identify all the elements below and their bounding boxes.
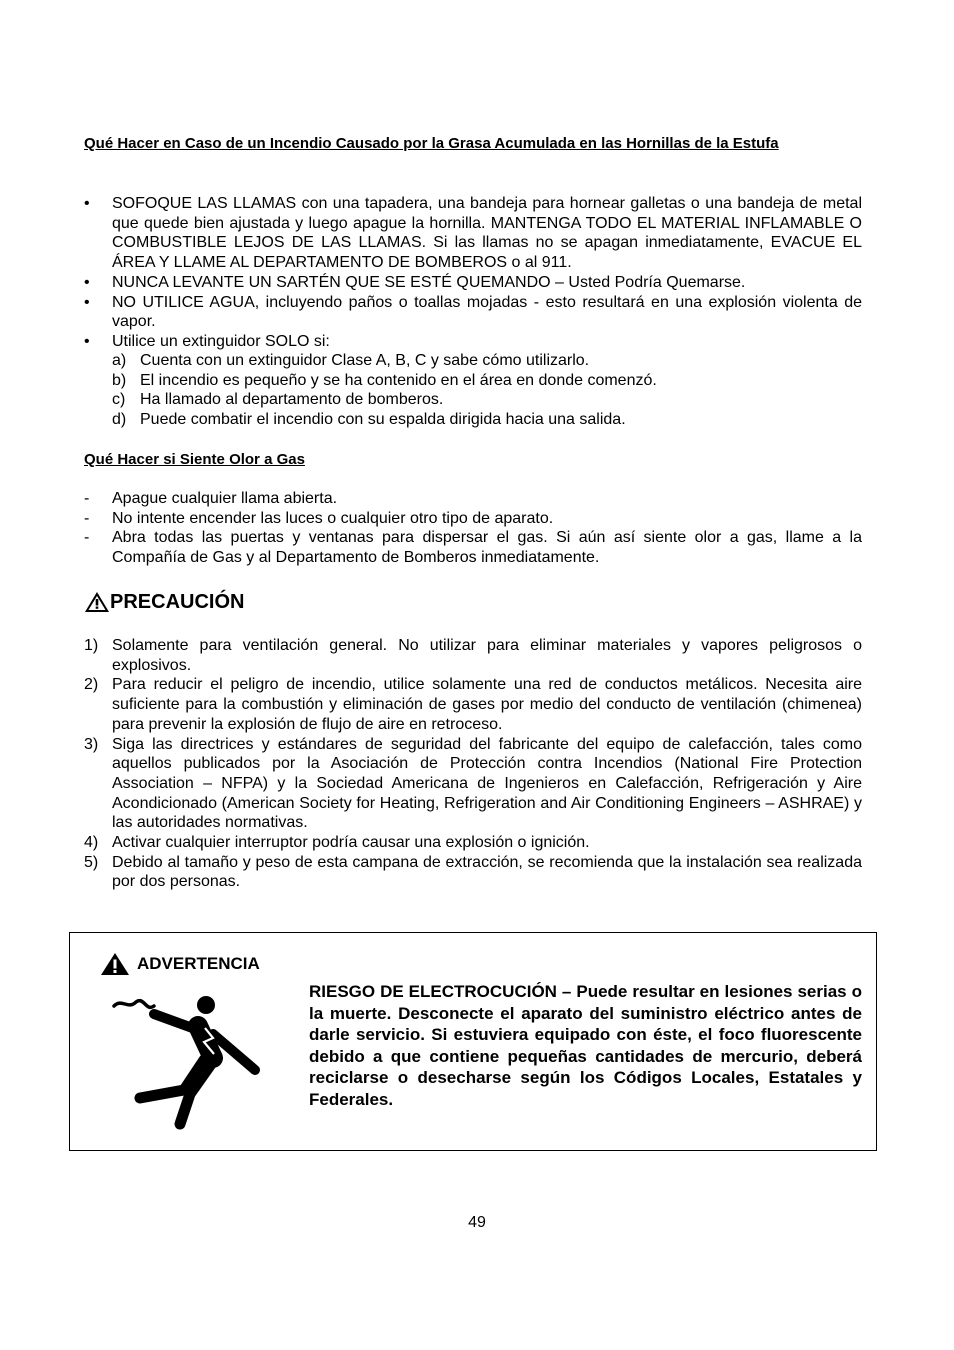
caution-title: PRECAUCIÓN bbox=[84, 590, 862, 614]
gas-section-heading: Qué Hacer si Siente Olor a Gas bbox=[84, 451, 305, 468]
list-item: • NUNCA LEVANTE UN SARTÉN QUE SE ESTÉ QUEMANDO – Usted Podría Quemarse. bbox=[84, 273, 746, 291]
list-item: c) Ha llamado al departamento de bomberos. bbox=[112, 391, 444, 409]
bullet-marker: • bbox=[84, 332, 90, 350]
list-item: - No intente encender las luces o cualquier otro tipo de aparato. bbox=[84, 509, 554, 527]
dash-marker: - bbox=[84, 509, 90, 527]
warning-label: ADVERTENCIA bbox=[100, 952, 260, 976]
list-item: 3) Siga las directrices y estándares de seguridad del fabricante del equipo de calefacción, tales como aquellos publicados por la Asociación de Protección contra Incendios (National Fire Protection Association – NFPA) y la Sociedad Americana de Ingenieros en Calefacción, Refrigeración y Aire Acondicionado (American Society for Heating, Refrigeration and Air Conditioning Engineers – ASHRAE) y las autoridades normativas. bbox=[84, 735, 862, 832]
list-item: 1) Solamente para ventilación general. No utilizar para eliminar materiales y vapores peligrosos o explosivos. bbox=[84, 637, 862, 674]
gas-list bbox=[84, 489, 862, 568]
fire-bullet-list bbox=[84, 194, 862, 352]
list-item: • SOFOQUE LAS LLAMAS con una tapadera, una bandeja para hornear galletas o una bandeja de metal que quede bien ajustada y luego apague la hornilla. MANTENGA TODO EL MATERIAL INFLAMABLE O COMBUSTIBLE LEJOS DE LAS LLAMAS. Si las llamas no se apagan inmediatamente, EVACUE EL ÁREA Y LLAME AL DEPARTAMENTO DE BOMBEROS o al 911. bbox=[84, 195, 862, 272]
warning-triangle-icon bbox=[84, 591, 110, 613]
list-item: d) Puede combatir el incendio con su espalda dirigida hacia una salida. bbox=[112, 411, 626, 429]
bullet-marker: • bbox=[84, 293, 90, 311]
bullet-marker: • bbox=[84, 273, 90, 291]
electrocution-icon bbox=[110, 990, 270, 1130]
caution-list bbox=[84, 636, 862, 892]
extinguisher-sublist bbox=[84, 351, 862, 430]
list-item: 4) Activar cualquier interruptor podría causar una explosión o ignición. bbox=[84, 834, 590, 852]
list-item: a) Cuenta con un extinguidor Clase A, B, C y sabe cómo utilizarlo. bbox=[112, 352, 590, 369]
list-item: • Utilice un extinguidor SOLO si: bbox=[84, 332, 330, 350]
list-item: • NO UTILICE AGUA, incluyendo paños o toallas mojadas - esto resultará en una explosión violenta de vapor. bbox=[84, 293, 862, 331]
list-item: 2) Para reducir el peligro de incendio, utilice solamente una red de conductos metálicos. Necesita aire suficiente para la combustión y eliminación de gases por medio del conducto de ventilación (chimenea) para prevenir la explosión de flujo de aire en retroceso. bbox=[84, 676, 862, 733]
warning-text: RIESGO DE ELECTROCUCIÓN – Puede resultar en lesiones serias o la muerte. Desconecte el aparato del suministro eléctrico antes de darle servicio. Si estuviera equipado con éste, el foco fluorescente debido a que contiene pequeñas cantidades de mercurio, deberá reciclarse o desecharse según los Códigos Locales, Estatales y Federales. bbox=[309, 982, 862, 1109]
list-item: b) El incendio es pequeño y se ha contenido en el área en donde comenzó. bbox=[112, 371, 657, 389]
dash-marker: - bbox=[84, 490, 90, 507]
dash-marker: - bbox=[84, 529, 90, 547]
fire-section-heading: Qué Hacer en Caso de un Incendio Causado por la Grasa Acumulada en las Hornillas de la Estufa bbox=[84, 135, 779, 152]
page-number: 49 bbox=[468, 1214, 486, 1231]
list-item: - Apague cualquier llama abierta. bbox=[84, 490, 338, 507]
list-item: - Abra todas las puertas y ventanas para dispersar el gas. Si aún así siente olor a gas, llame a la Compañía de Gas y al Departamento de Bomberos inmediatamente. bbox=[84, 529, 862, 567]
bullet-marker: • bbox=[84, 195, 90, 212]
list-item: 5) Debido al tamaño y peso de esta campana de extracción, se recomienda que la instalación sea realizada por dos personas. bbox=[84, 853, 862, 891]
warning-triangle-icon bbox=[100, 952, 130, 976]
